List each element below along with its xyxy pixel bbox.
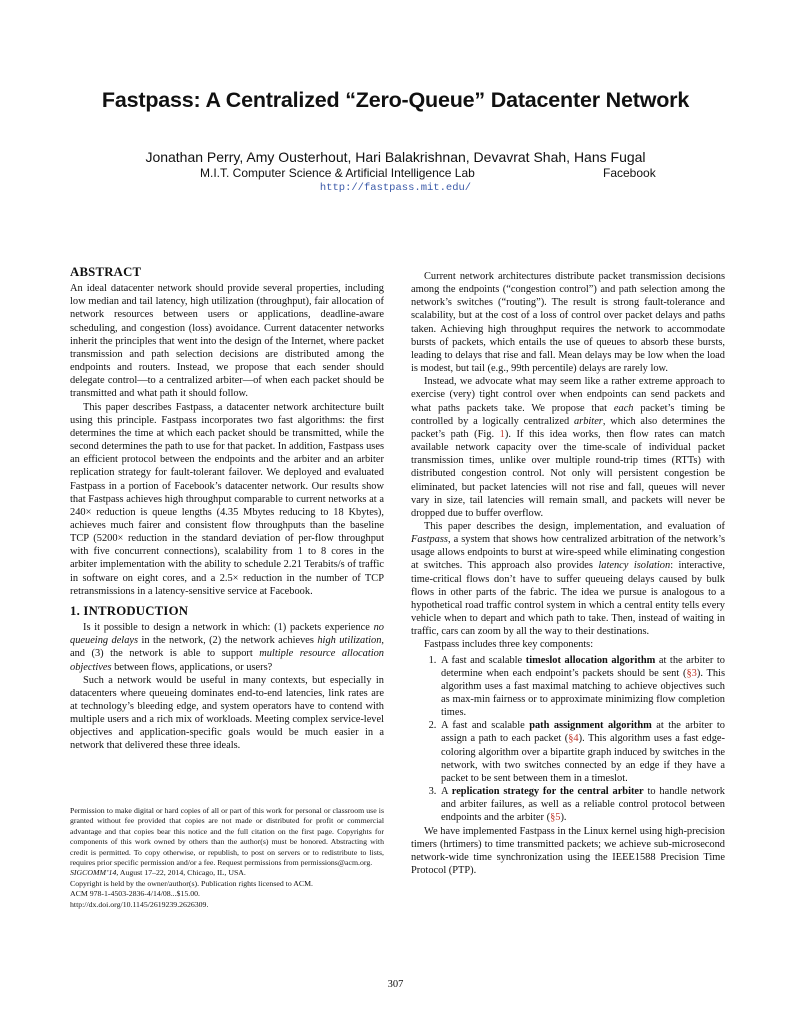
affiliation-facebook: Facebook xyxy=(603,166,656,180)
abstract-paragraph-2: This paper describes Fastpass, a datacenter network architecture built using this principle. Fastpass incorporates two fast algorithms: the first determines the time at which each packet should be transmitted, while the second determines the path to use for that packet. In addition, Fastpass uses an efficient protocol between the endpoints and the arbiter and an arbiter replication strategy for fault-tolerant failover. We deployed and evaluated Fastpass in a portion of Facebook’s datacenter network. Our results show that Fastpass achieves high throughput comparable to current networks at a 240× reduction is queue lengths (4.35 Mbytes reducing to 18 Kbytes), achieves much fairer and consistent flow throughputs than the baseline TCP (5200× reduction in the standard deviation of per-flow throughput with five concurrent connections), scalability from 1 to 8 cores in the arbiter implementation with the ability to schedule 2.21 Terabits/s of traffic in software on eight cores, and a 2.5× reduction in the number of TCP retransmissions in a latency-sensitive service at Facebook. xyxy=(70,401,384,597)
key-components-list xyxy=(411,654,725,825)
right-paragraph-2: Instead, we advocate what may seem like a rather extreme approach to exercise (very) tight control over when endpoints can send packets and what paths packets take. We propose that each packet’s timing be controlled by a logically centralized arbiter, which also determines the packet’s path (Fig. 1). If this idea works, then flow rates can match available network capacity over the time-scale of individual packet transmission times, unlike over multiple round-trip times (RTTs) with distributed congestion control. Not only will persistent congestion be eliminated, but packet latencies will not rise and fall, queues will never vary in size, tail latencies will remain small, and packets will never be dropped due to buffer overflow. xyxy=(411,376,726,519)
right-paragraph-1: Current network architectures distribute packet transmission decisions among the endpoints (“congestion control”) and path selection among the network’s switches (“routing”). The result is strong fault-tolerance and scalability, but at the cost of a loss of control over packet delays and paths taken. Achieving high throughput requires the network to accommodate bursts of packets, which entails the use of queues to absorb these bursts, leading to delays that rise and fall. Mean delays may be low when the load is modest, but tail (e.g., 99th percentile) delays are rarely low. xyxy=(411,271,725,375)
abstract-heading: ABSTRACT xyxy=(70,265,142,279)
list-item: 1. A fast and scalable timeslot allocation algorithm at the arbiter to determine when each endpoint’s packets should be sent (§3). This algorithm uses a fast maximal matching to achieve objectives such as max-min fairness or to approximate minimizing flow completion times. xyxy=(439,654,725,720)
permission-notice: Permission to make digital or hard copies of all or part of this work for personal or classroom use is granted without fee provided that copies are not made or distributed for profit or commercial advantage and that copies bear this notice and the full citation on the first page. Copyrights for components of this work owned by others than the author(s) must be honored. Abstracting with credit is permitted. To copy otherwise, or republish, to post on servers or to redistribute to lists, requires prior specific permission and/or a fee. Request permissions from permissions@acm.org. xyxy=(70,806,384,868)
copyright-line: Copyright is held by the owner/author(s). Publication rights licensed to ACM. xyxy=(70,878,313,888)
list-item: 3. A replication strategy for the central arbiter to handle network and arbiter failures, as well as a reliable control protocol between endpoints and the arbiter (§5). xyxy=(439,785,725,824)
right-column xyxy=(411,270,725,877)
list-item: 2. A fast and scalable path assignment algorithm at the arbiter to assign a path to each packet (§4). This algorithm uses a fast edge-coloring algorithm over a bipartite graph induced by switches in the network, with two switches connected by an edge if they have a packet to be sent between them in a timeslot. xyxy=(439,719,725,785)
right-paragraph-3: This paper describes the design, implementation, and evaluation of Fastpass, a system that shows how centralized arbitration of the network’s usage allows endpoints to burst at wire-speed while eliminating congestion at switches. This approach also provides latency isolation: interactive, time-critical flows don’t have to suffer queueing delays caused by bulk flows in other parts of the fabric. The idea we pursue is analogous to a hypothetical road traffic control system in which a central entity tells every vehicle when to depart and which path to take. Then, instead of waiting in traffic, cars can zoom by all the way to their destinations. xyxy=(411,520,725,638)
figure-1-link[interactable]: 1 xyxy=(499,428,505,440)
section-4-link[interactable]: §4 xyxy=(568,733,579,745)
section-3-link[interactable]: §3 xyxy=(686,667,697,679)
paper-title: Fastpass: A Centralized “Zero-Queue” Datacenter Network xyxy=(101,88,690,112)
acm-isbn: ACM 978-1-4503-2836-4/14/08...$15.00. xyxy=(70,889,200,899)
intro-paragraph-1: Is it possible to design a network in which: (1) packets experience no queueing delays in the network, (2) the network achieves high utilization, and (3) the network is able to support multiple resource allocation objectives between flows, applications, or users? xyxy=(70,622,384,673)
affiliation-mit: M.I.T. Computer Science & Artificial Intelligence Lab xyxy=(200,166,475,180)
author-list: Jonathan Perry, Amy Ousterhout, Hari Balakrishnan, Devavrat Shah, Hans Fugal xyxy=(145,149,646,165)
introduction-heading: 1. INTRODUCTION xyxy=(70,603,189,618)
page-number: 307 xyxy=(387,979,404,990)
components-intro: Fastpass includes three key components: xyxy=(424,639,594,651)
copyright-footnote xyxy=(70,806,384,910)
section-5-link[interactable]: §5 xyxy=(550,812,561,824)
right-paragraph-5: We have implemented Fastpass in the Linux kernel using high-precision timers (hrtimers) to time transmitted packets; we achieve sub-microsecond network-wide time synchronization using the IEEE1588 Precision Time Protocol (PTP). xyxy=(411,825,725,877)
abstract-paragraph-1: An ideal datacenter network should provide several properties, including low median and tail latency, high utilization (throughput), fair allocation of network resources between users or applications, deadline-aware scheduling, and congestion (loss) avoidance. Current datacenter networks inherit the principles that went into the design of the Internet, where packet transmission and path selection decisions are distributed among the endpoints and routers. Instead, we propose that each sender should delegate control—to a centralized arbiter—of when each packet should be transmitted and what path it should follow. xyxy=(70,283,384,400)
project-url-link[interactable]: http://fastpass.mit.edu/ xyxy=(319,182,472,194)
doi-link[interactable]: http://dx.doi.org/10.1145/2619239.2626309. xyxy=(70,899,209,909)
conference-info: SIGCOMM’14, August 17–22, 2014, Chicago, IL, USA. xyxy=(70,868,246,878)
left-column xyxy=(70,266,384,753)
intro-paragraph-2: Such a network would be useful in many contexts, but especially in datacenters where queueing dominates end-to-end latencies, link rates are at technology’s bleeding edge, and system operators have to contend with multiple users and a rich mix of workloads. Meeting complex service-level objectives and application-specific goals would be much easier in a network that delivered these three ideals. xyxy=(70,674,384,752)
